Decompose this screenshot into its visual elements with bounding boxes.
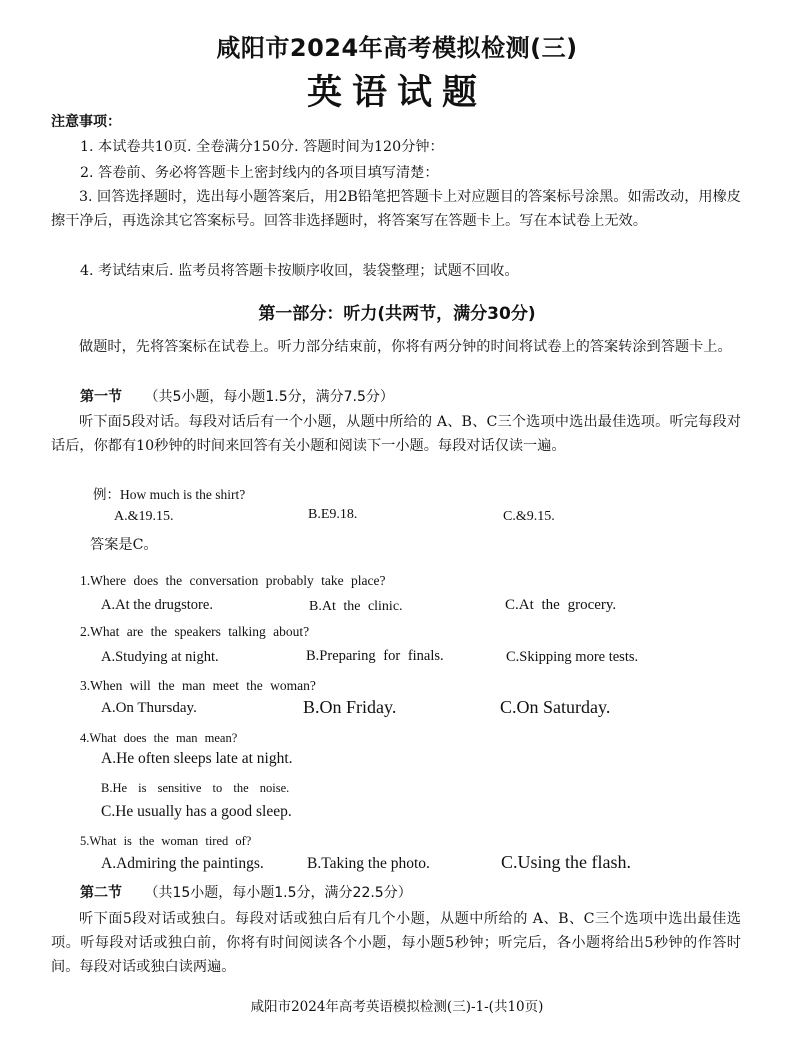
section1-heading (80, 386, 394, 406)
question-2-option-a: A.Studying at night. (101, 649, 219, 665)
question-2-stem: 2.What are the speakers talking about? (80, 624, 310, 639)
question-5-option-c: C.Using the flash. (501, 852, 631, 872)
question-1-option-b: B.At the clinic. (309, 599, 403, 614)
example-option-c: C.&9.15. (503, 509, 555, 524)
question-4-option-b: B.He is sensitive to the noise. (101, 781, 290, 795)
question-1-stem: 1.Where does the conversation probably take place? (80, 573, 386, 588)
part1-heading: 第一部分：听力(共两节，满分30分) (258, 304, 536, 324)
section2-instructions: 听下面5段对话或独白。每段对话或独白后有几个小题，从题中所给的 A、B、C三个选项中选出最佳选项。听每段对话或独白前，你将有时间阅读各个小题，每小题5秒钟；听完后，各小题将给出5秒钟的作答时间。每段对话或独白读两遍。 (51, 911, 741, 975)
notice-item-1: 1. 本试卷共10页. 全卷满分150分. 答题时间为120分钟： (80, 139, 444, 155)
question-1-option-a: A.At the drugstore. (101, 597, 213, 613)
question-5-option-a: A.Admiring the paintings. (101, 855, 264, 872)
question-2-option-c: C.Skipping more tests. (506, 649, 639, 665)
page-footer: 咸阳市2024年高考英语模拟检测(三)-1-(共10页) (250, 999, 544, 1015)
section2-name: 第二节 (80, 885, 122, 901)
question-3-stem: 3.When will the man meet the woman? (80, 678, 316, 693)
question-3-option-c: C.On Saturday. (500, 697, 611, 717)
section1-meta: （共5小题，每小题1.5分，满分7.5分） (144, 389, 394, 405)
part1-intro: 做题时，先将答案标在试卷上。听力部分结束前，你将有两分钟的时间将试卷上的答案转涂到答题卡上。 (79, 339, 732, 355)
question-3-option-a: A.On Thursday. (101, 700, 197, 716)
notice-heading: 注意事项： (51, 114, 121, 130)
exam-subject-title: 英语试题 (306, 73, 487, 113)
section2-meta: （共15小题，每小题1.5分，满分22.5分） (144, 885, 412, 901)
example-answer: 答案是C。 (90, 537, 158, 553)
notice-item-3: 3. 回答选择题时，选出每小题答案后，用2B铅笔把答题卡上对应题目的答案标号涂黑。如需改动，用橡皮擦干净后，再选涂其它答案标号。回答非选择题时，将答案写在答题卡上。写在本试卷上无效。 (51, 189, 741, 229)
question-5-stem: 5.What is the woman tired of? (80, 834, 252, 848)
question-3-option-b: B.On Friday. (303, 697, 397, 717)
example-question: 例：How much is the shirt? (93, 487, 246, 502)
question-5-option-b: B.Taking the photo. (307, 855, 430, 872)
example-option-b: B.E9.18. (308, 507, 358, 522)
notice-item-4: 4. 考试结束后. 监考员将答题卡按顺序收回，装袋整理；试题不回收。 (80, 263, 519, 279)
section1-instructions: 听下面5段对话。每段对话后有一个小题，从题中所给的 A、B、C三个选项中选出最佳选项。听完每段对话后，你都有10秒钟的时间来回答有关小题和阅读下一小题。每段对话仅读一遍。 (51, 414, 741, 454)
question-1-option-c: C.At the grocery. (505, 597, 617, 613)
question-2-option-b: B.Preparing for finals. (306, 648, 444, 664)
section1-name: 第一节 (80, 389, 122, 405)
question-4-stem: 4.What does the man mean? (80, 731, 238, 745)
exam-title: 咸阳市2024年高考模拟检测(三) (216, 34, 578, 62)
example-option-a: A.&19.15. (114, 509, 174, 524)
section2-heading (80, 882, 412, 902)
notice-item-2: 2. 答卷前、务必将答题卡上密封线内的各项目填写清楚： (80, 165, 439, 181)
question-4-option-a: A.He often sleeps late at night. (101, 750, 293, 767)
question-4-option-c: C.He usually has a good sleep. (101, 803, 292, 820)
